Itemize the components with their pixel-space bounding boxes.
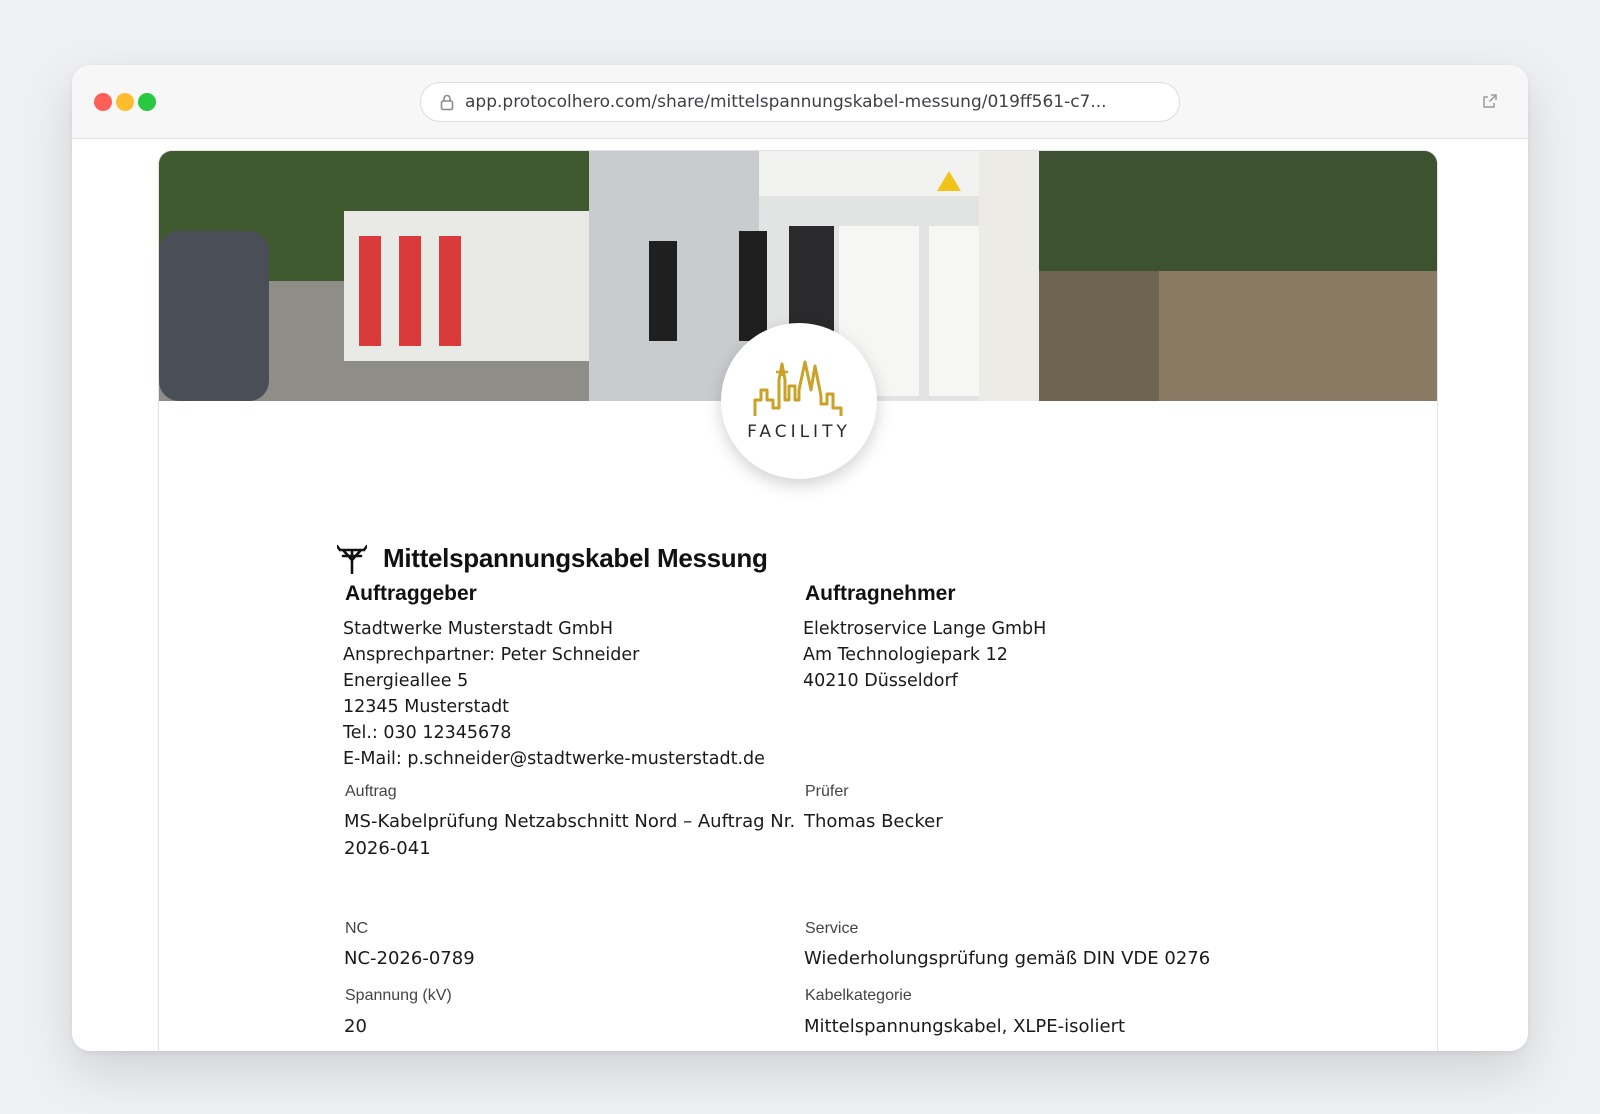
open-external-icon[interactable]: [1482, 93, 1498, 109]
contractor-heading: Auftragnehmer: [805, 582, 956, 605]
skyline-logo-icon: [751, 360, 847, 420]
minimize-window-button[interactable]: [116, 93, 134, 111]
service-value: Wiederholungsprüfung gemäß DIN VDE 0276: [804, 948, 1211, 969]
page-title: Mittelspannungskabel Messung: [383, 543, 768, 573]
client-line: Ansprechpartner: Peter Schneider: [343, 645, 640, 665]
page-content[interactable]: [72, 140, 1528, 1051]
client-heading: Auftraggeber: [345, 582, 477, 605]
voltage-value: 20: [344, 1016, 367, 1037]
nc-label: NC: [345, 920, 369, 937]
protocol-card: [158, 150, 1438, 1051]
voltage-label: Spannung (kV): [345, 987, 452, 1004]
protocol-title-row: [337, 543, 768, 574]
power-pole-icon: [337, 544, 367, 574]
client-line: Energieallee 5: [343, 671, 469, 691]
service-label: Service: [805, 920, 859, 937]
inspector-value: Thomas Becker: [804, 811, 943, 832]
address-bar[interactable]: [420, 82, 1180, 122]
logo-text: FACILITY: [747, 422, 851, 442]
company-logo: [721, 323, 877, 479]
order-value-line: MS-Kabelprüfung Netzabschnitt Nord – Auftrag Nr.: [344, 811, 796, 832]
contractor-line: Elektroservice Lange GmbH: [803, 619, 1047, 639]
order-value-line: 2026-041: [344, 838, 431, 859]
cable-category-label: Kabelkategorie: [805, 987, 912, 1004]
client-email[interactable]: E-Mail: p.schneider@stadtwerke-musterstadt.de: [343, 749, 765, 769]
order-label: Auftrag: [345, 783, 397, 800]
browser-titlebar: [72, 65, 1528, 139]
client-address: [343, 616, 765, 772]
client-line: Tel.: 030 12345678: [343, 723, 512, 743]
contractor-address: [803, 616, 1046, 694]
inspector-label: Prüfer: [805, 783, 849, 800]
cable-category-value: Mittelspannungskabel, XLPE-isoliert: [804, 1016, 1126, 1037]
contractor-line: Am Technologiepark 12: [803, 645, 1008, 665]
maximize-window-button[interactable]: [138, 93, 156, 111]
contractor-line: 40210 Düsseldorf: [803, 671, 958, 691]
order-value: [344, 808, 795, 862]
client-line: 12345 Musterstadt: [343, 697, 510, 717]
close-window-button[interactable]: [94, 93, 112, 111]
nc-value: NC-2026-0789: [344, 948, 475, 969]
lock-icon: [439, 93, 455, 111]
url-text: app.protocolhero.com/share/mittelspannungskabel-messung/019ff561-c7...: [465, 92, 1107, 112]
client-line: Stadtwerke Musterstadt GmbH: [343, 619, 614, 639]
browser-window: [72, 65, 1528, 1051]
